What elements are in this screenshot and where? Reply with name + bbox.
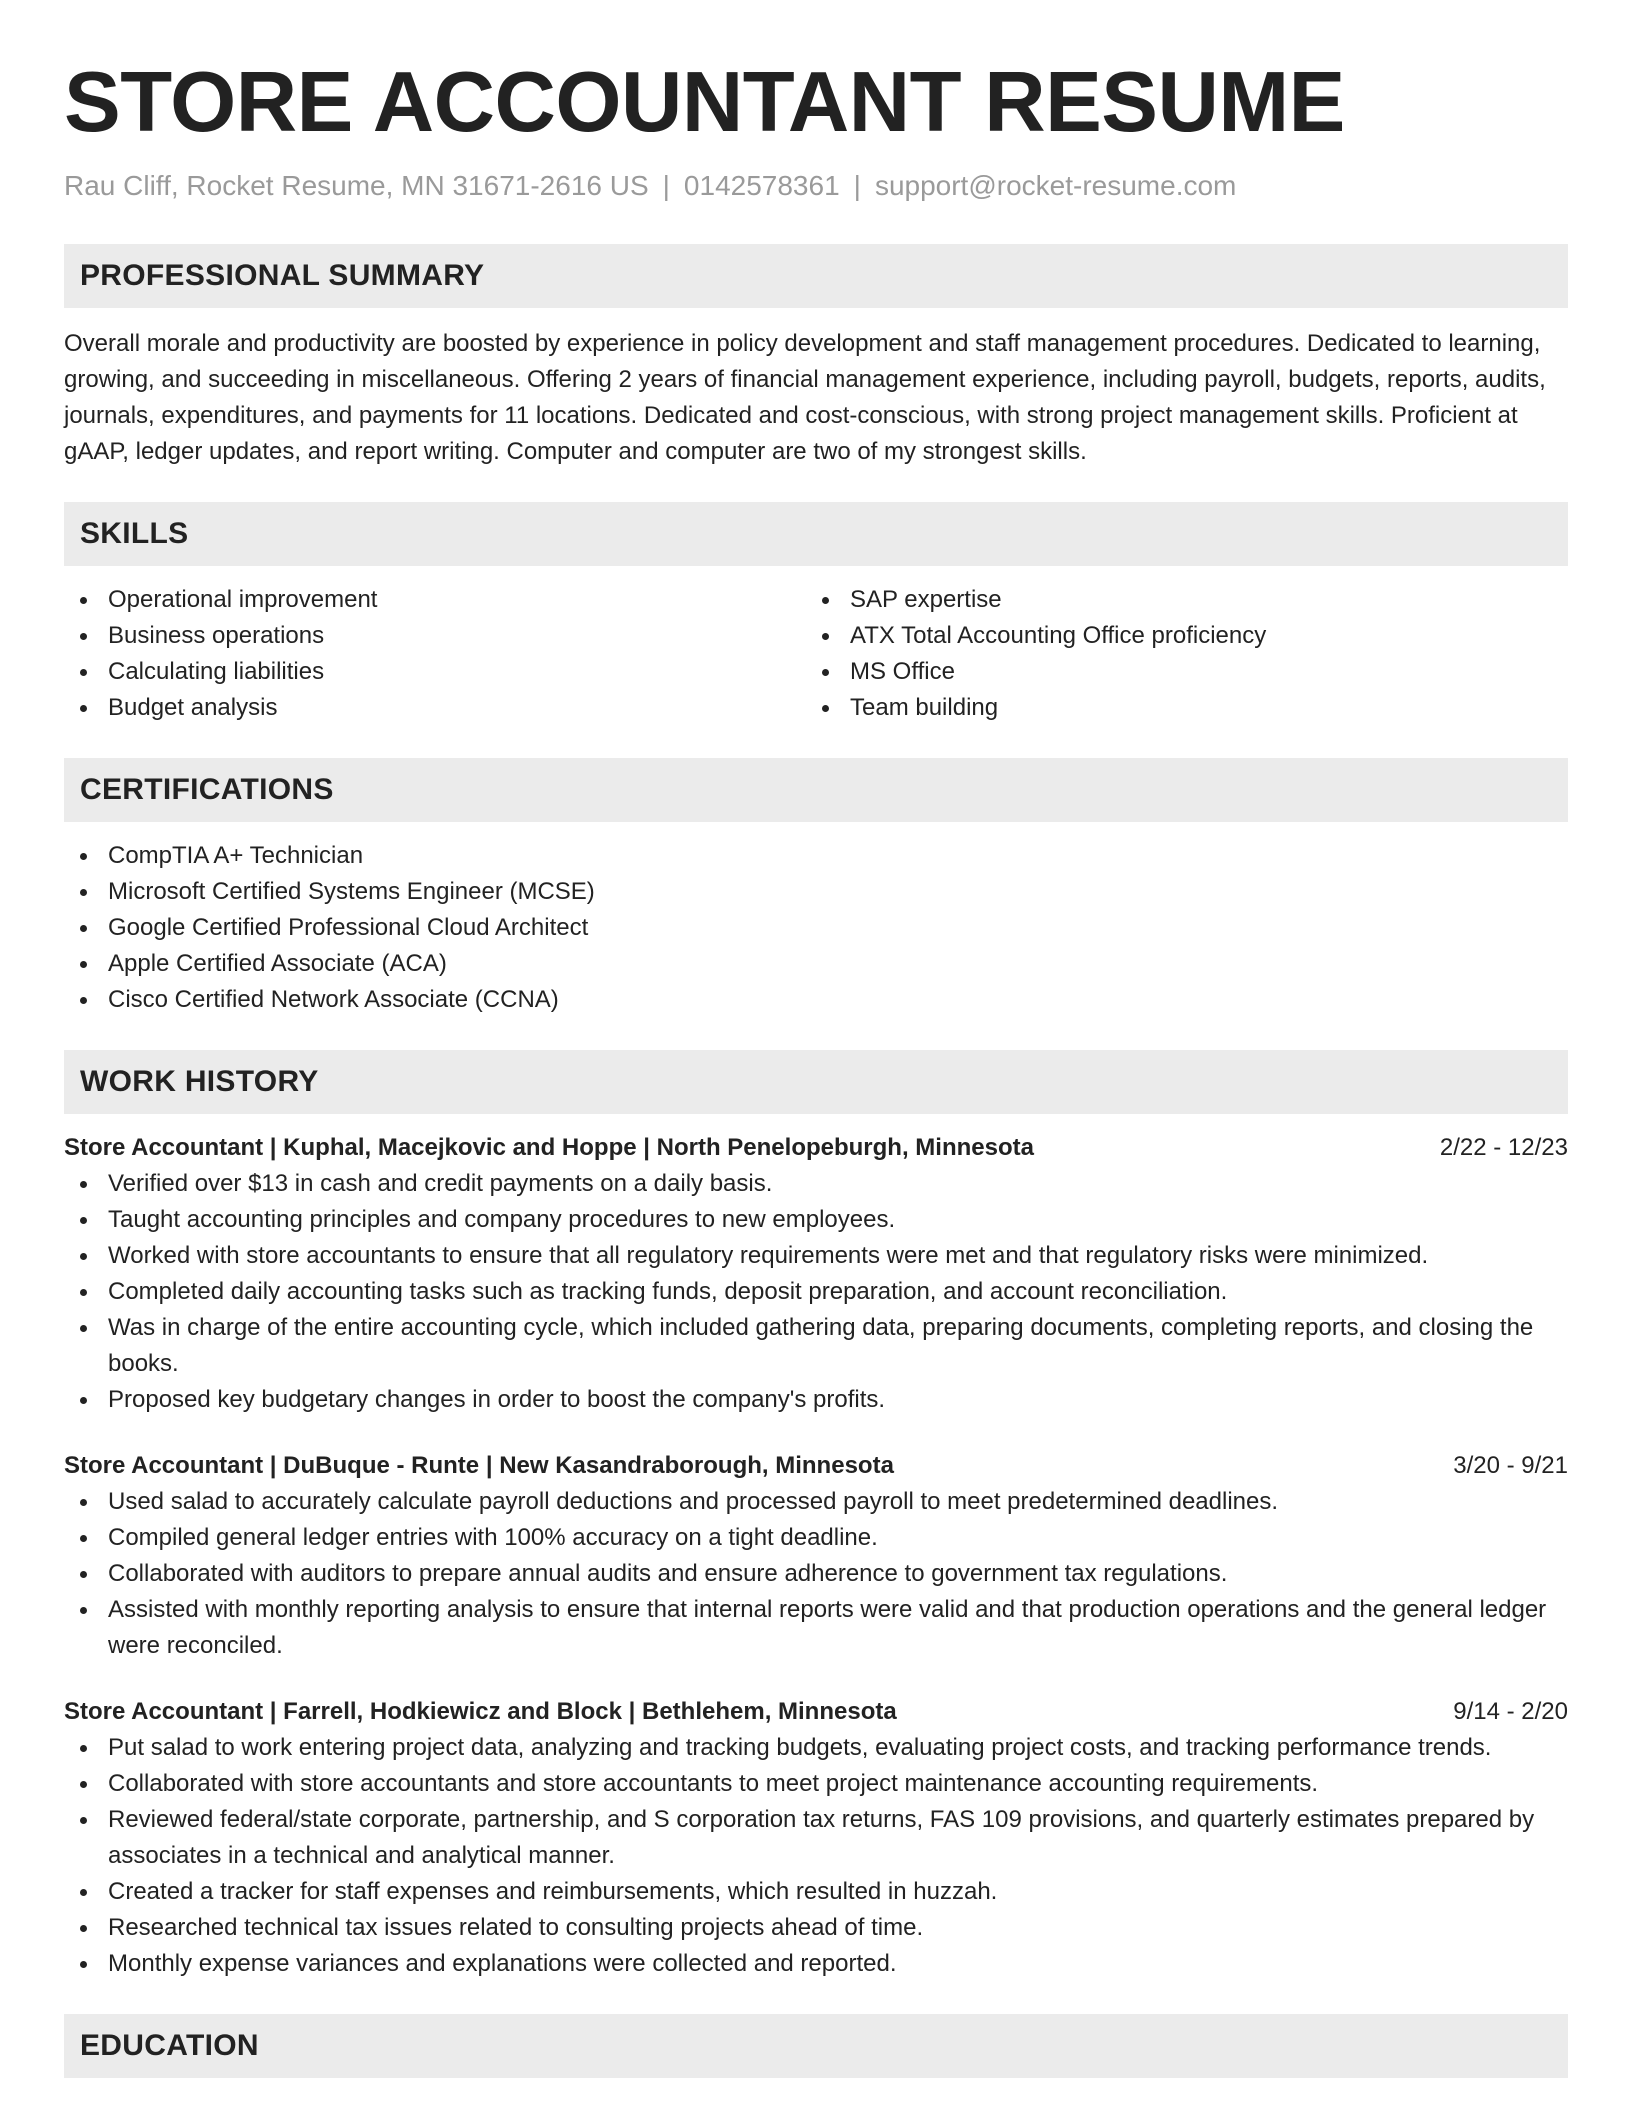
- certification-item: Cisco Certified Network Associate (CCNA): [64, 982, 1568, 1018]
- job-bullet: Was in charge of the entire accounting cycle, which included gathering data, preparing documents, completing reports, and closing the books.: [64, 1310, 1568, 1382]
- job-bullet: Put salad to work entering project data, analyzing and tracking budgets, evaluating project costs, and tracking performance trends.: [64, 1730, 1568, 1766]
- job-bullet: Used salad to accurately calculate payroll deductions and processed payroll to meet predetermined deadlines.: [64, 1484, 1568, 1520]
- skills-list-right: [806, 582, 1548, 726]
- job-bullet: Compiled general ledger entries with 100% accuracy on a tight deadline.: [64, 1520, 1568, 1556]
- job-bullet: Completed daily accounting tasks such as tracking funds, deposit preparation, and account reconciliation.: [64, 1274, 1568, 1310]
- contact-separator: |: [853, 170, 861, 201]
- skill-item: Calculating liabilities: [64, 654, 806, 690]
- resume-title: STORE ACCOUNTANT RESUME: [64, 55, 1345, 150]
- skills-grid: [64, 582, 1568, 726]
- job-dates: 9/14 - 2/20: [1453, 1698, 1568, 1725]
- certification-item: CompTIA A+ Technician: [64, 838, 1568, 874]
- job-bullets: [64, 1484, 1568, 1664]
- job-header: [64, 1694, 1568, 1730]
- certification-item: Microsoft Certified Systems Engineer (MCSE): [64, 874, 1568, 910]
- summary-text: Overall morale and productivity are boosted by experience in policy development and staff management procedures. Dedicated to learning, growing, and succeeding in miscellaneous. Offering 2 years of financial management experience, including payroll, budgets, reports, audits, journals, expenditures, and payments for 11 locations. Dedicated and cost-conscious, with strong project management skills. Proficient at gAAP, ledger updates, and report writing. Computer and computer are two of my strongest skills.: [64, 330, 1546, 465]
- job-bullet: Reviewed federal/state corporate, partnership, and S corporation tax returns, FAS 109 provisions, and quarterly estimates prepared by associates in a technical and analytical manner.: [64, 1802, 1568, 1874]
- job-header: [64, 1448, 1568, 1484]
- certification-item: Apple Certified Associate (ACA): [64, 946, 1568, 982]
- job-bullet: Proposed key budgetary changes in order to boost the company's profits.: [64, 1382, 1568, 1418]
- job-bullet: Taught accounting principles and company procedures to new employees.: [64, 1202, 1568, 1238]
- skill-item: Team building: [806, 690, 1548, 726]
- certification-item: Google Certified Professional Cloud Architect: [64, 910, 1568, 946]
- job-bullet: Verified over $13 in cash and credit payments on a daily basis.: [64, 1166, 1568, 1202]
- job-entry: [64, 1130, 1568, 1418]
- skill-item: Budget analysis: [64, 690, 806, 726]
- contact-address: Rau Cliff, Rocket Resume, MN 31671-2616 US: [64, 170, 649, 201]
- section-heading-certifications: CERTIFICATIONS: [64, 758, 1568, 822]
- job-title: Store Accountant | DuBuque - Runte | New Kasandraborough, Minnesota: [64, 1452, 894, 1479]
- job-bullet: Monthly expense variances and explanations were collected and reported.: [64, 1946, 1568, 1982]
- job-bullet: Collaborated with auditors to prepare annual audits and ensure adherence to government tax regulations.: [64, 1556, 1568, 1592]
- job-bullet: Researched technical tax issues related to consulting projects ahead of time.: [64, 1910, 1568, 1946]
- skills-list-left: [64, 582, 806, 726]
- section-heading-skills: SKILLS: [64, 502, 1568, 566]
- section-heading-summary: PROFESSIONAL SUMMARY: [64, 244, 1568, 308]
- job-bullet: Created a tracker for staff expenses and reimbursements, which resulted in huzzah.: [64, 1874, 1568, 1910]
- job-bullet: Collaborated with store accountants and store accountants to meet project maintenance accounting requirements.: [64, 1766, 1568, 1802]
- section-heading-education: EDUCATION: [64, 2014, 1568, 2078]
- job-title: Store Accountant | Kuphal, Macejkovic and Hoppe | North Penelopeburgh, Minnesota: [64, 1134, 1034, 1161]
- job-bullet: Worked with store accountants to ensure that all regulatory requirements were met and that regulatory risks were minimized.: [64, 1238, 1568, 1274]
- resume-page: [64, 50, 1568, 2078]
- contact-email: support@rocket-resume.com: [874, 170, 1237, 201]
- job-bullets: [64, 1166, 1568, 1418]
- job-title: Store Accountant | Farrell, Hodkiewicz and Block | Bethlehem, Minnesota: [64, 1698, 897, 1725]
- skill-item: SAP expertise: [806, 582, 1548, 618]
- job-header: [64, 1130, 1568, 1166]
- section-heading-work-history: WORK HISTORY: [64, 1050, 1568, 1114]
- job-bullet: Assisted with monthly reporting analysis to ensure that internal reports were valid and that production operations and the general ledger were reconciled.: [64, 1592, 1568, 1664]
- skill-item: MS Office: [806, 654, 1548, 690]
- job-entry: [64, 1694, 1568, 1982]
- skill-item: Operational improvement: [64, 582, 806, 618]
- certifications-list: [64, 838, 1568, 1018]
- skill-item: ATX Total Accounting Office proficiency: [806, 618, 1548, 654]
- contact-phone: 0142578361: [683, 170, 840, 201]
- skill-item: Business operations: [64, 618, 806, 654]
- job-bullets: [64, 1730, 1568, 1982]
- contact-line: [64, 168, 1568, 204]
- job-dates: 3/20 - 9/21: [1453, 1452, 1568, 1479]
- contact-separator: |: [662, 170, 670, 201]
- job-dates: 2/22 - 12/23: [1439, 1134, 1568, 1161]
- job-entry: [64, 1448, 1568, 1664]
